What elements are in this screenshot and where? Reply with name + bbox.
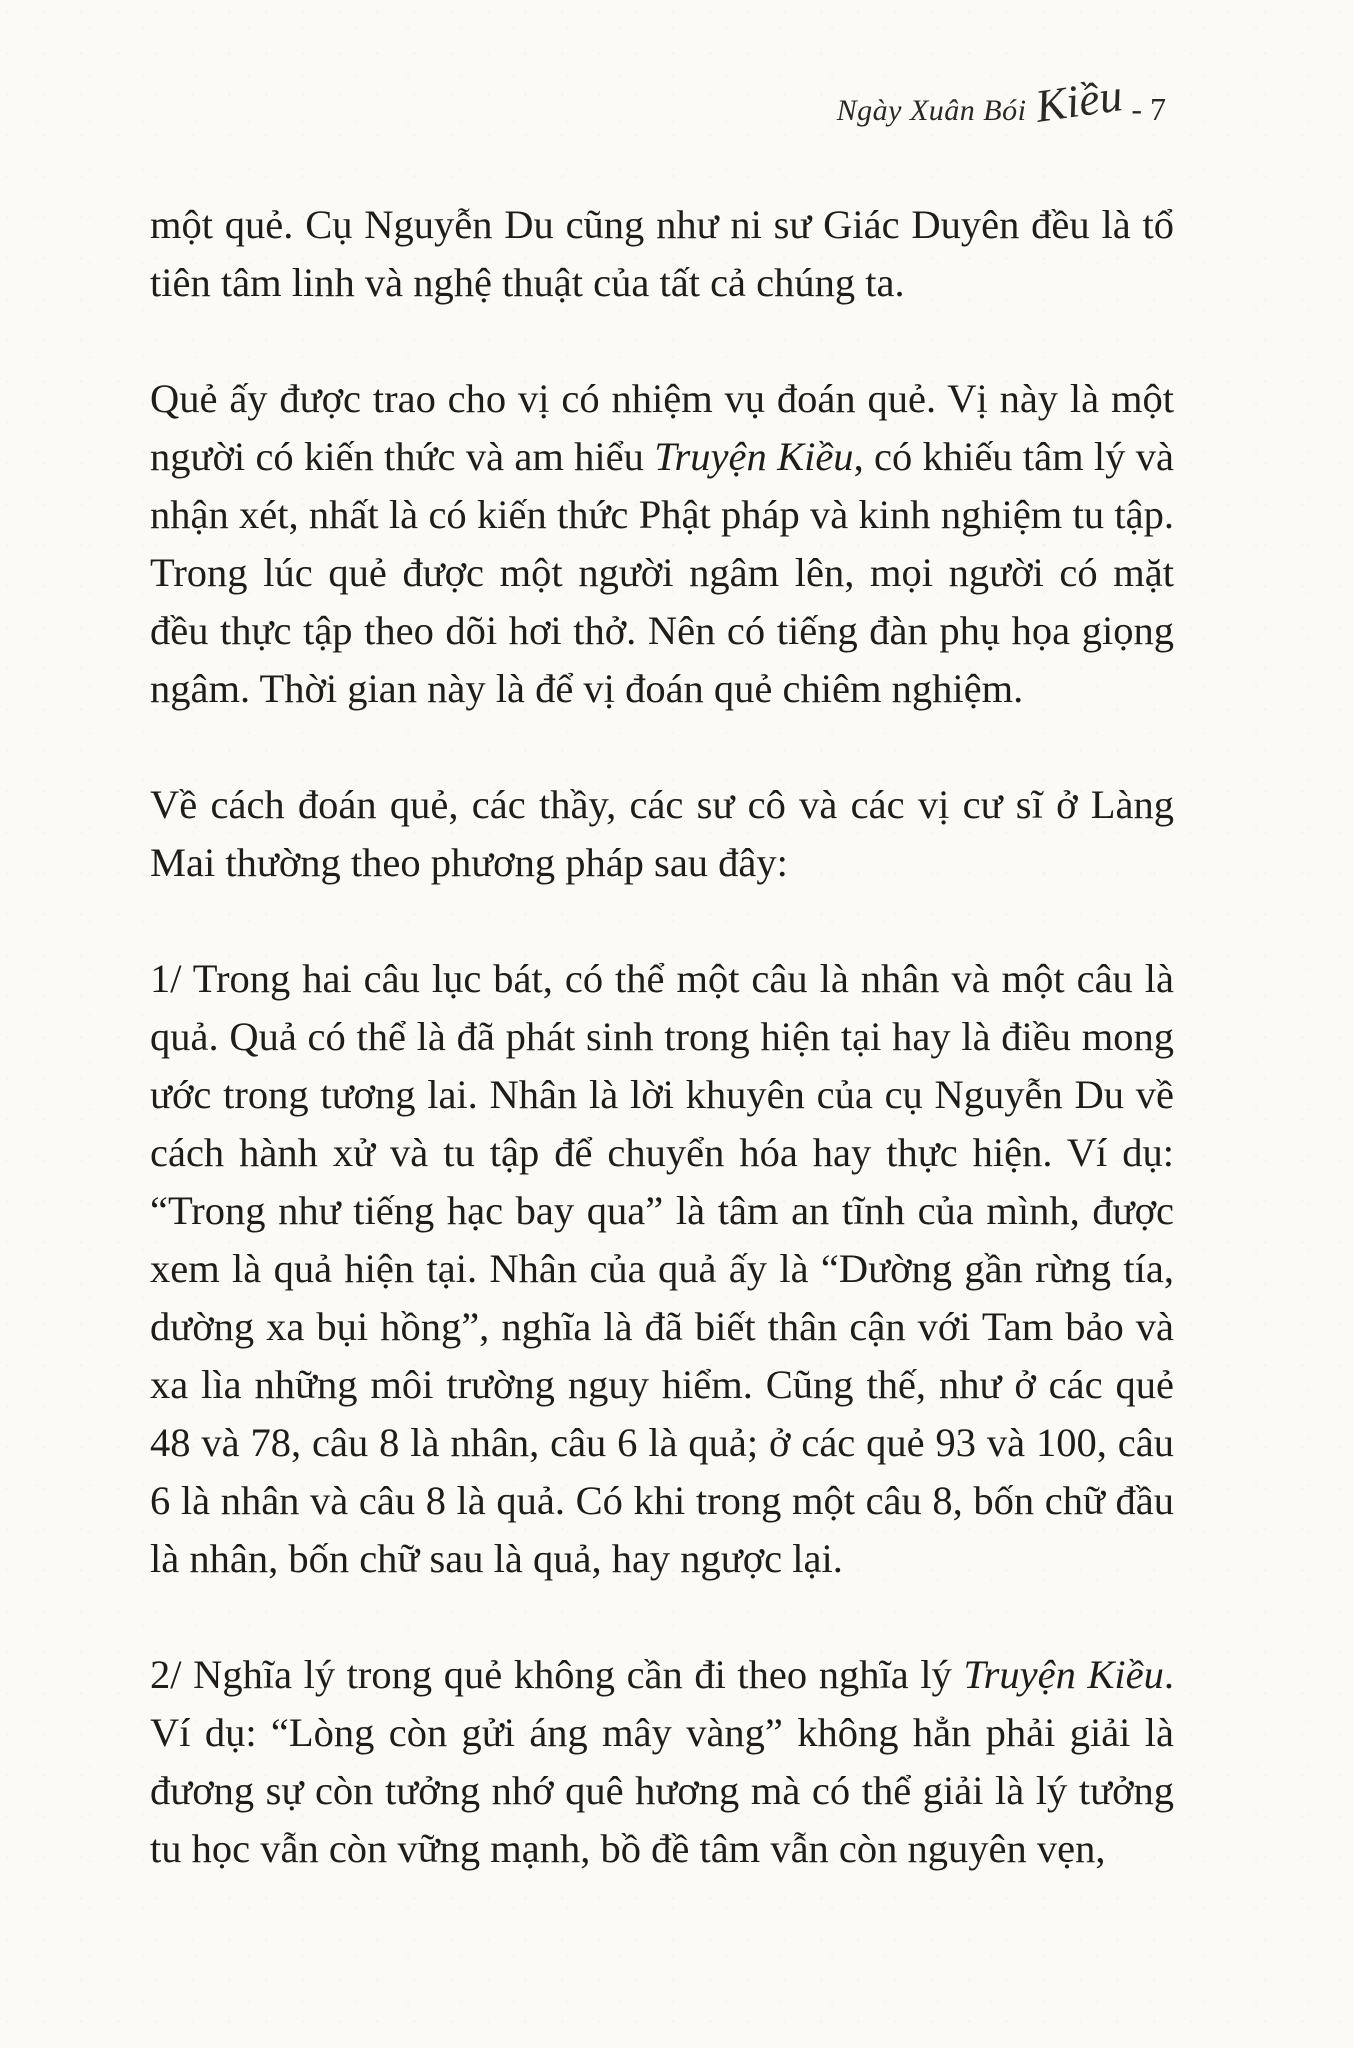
paragraph	[150, 1646, 1174, 1878]
text-segment: 1/ Trong hai câu lục bát, có thể một câu là nhân và một câu là quả. Quả có thể là đã phát sinh trong hiện tại hay là điều mong ước trong tương lai. Nhân là lời khuyên của cụ Nguyễn Du về cách hành xử và tu tập để chuyển hóa hay thực hiện. Ví dụ: “Trong như tiếng hạc bay qua” là tâm an tĩnh của mình, được xem là quả hiện tại. Nhân của quả ấy là “Dường gần rừng tía, dường xa bụi hồng”, nghĩa là đã biết thân cận với Tam bảo và xa lìa những môi trường nguy hiểm. Cũng thế, như ở các quẻ 48 và 78, câu 8 là nhân, câu 6 là quả; ở các quẻ 93 và 100, câu 6 là nhân và câu 8 là quả. Có khi trong một câu 8, bốn chữ đầu là nhân, bốn chữ sau là quả, hay ngược lại.	[150, 956, 1174, 1581]
text-segment: 2/ Nghĩa lý trong quẻ không cần đi theo nghĩa lý	[150, 1652, 964, 1697]
paragraph	[150, 776, 1174, 892]
signature-logo: Kiều	[1032, 69, 1126, 132]
text-segment: Quẻ ấy được trao cho vị có nhiệm vụ đoán quẻ. Vị này là một người có kiến thức và am hiểu	[150, 376, 1174, 479]
book-title-italic: Truyện Kiều	[654, 434, 854, 479]
text-segment: , có khiếu tâm lý và nhận xét, nhất là có kiến thức Phật pháp và kinh nghiệm tu tập. Trong lúc quẻ được một người ngâm lên, mọi người có mặt đều thực tập theo dõi hơi thở. Nên có tiếng đàn phụ họa giọng ngâm. Thời gian này là để vị đoán quẻ chiêm nghiệm.	[150, 434, 1174, 711]
book-title: Ngày Xuân Bói	[836, 94, 1027, 127]
paragraph	[150, 370, 1174, 718]
page-number: - 7	[1131, 91, 1166, 127]
text-segment: một quẻ. Cụ Nguyễn Du cũng như ni sư Giác Duyên đều là tổ tiên tâm linh và nghệ thuật của tất cả chúng ta.	[150, 202, 1174, 305]
book-title-italic: Truyện Kiều	[963, 1652, 1164, 1697]
text-segment: . Ví dụ: “Lòng còn gửi áng mây vàng” không hẳn phải giải là đương sự còn tưởng nhớ quê hương mà có thể giải là lý tưởng tu học vẫn còn vững mạnh, bồ đề tâm vẫn còn nguyên vẹn,	[150, 1652, 1174, 1871]
paragraph	[150, 196, 1174, 312]
text-segment: Về cách đoán quẻ, các thầy, các sư cô và các vị cư sĩ ở Làng Mai thường theo phương pháp sau đây:	[150, 782, 1174, 885]
running-header	[836, 69, 1166, 132]
body-text	[150, 196, 1174, 1878]
paragraph	[150, 950, 1174, 1588]
